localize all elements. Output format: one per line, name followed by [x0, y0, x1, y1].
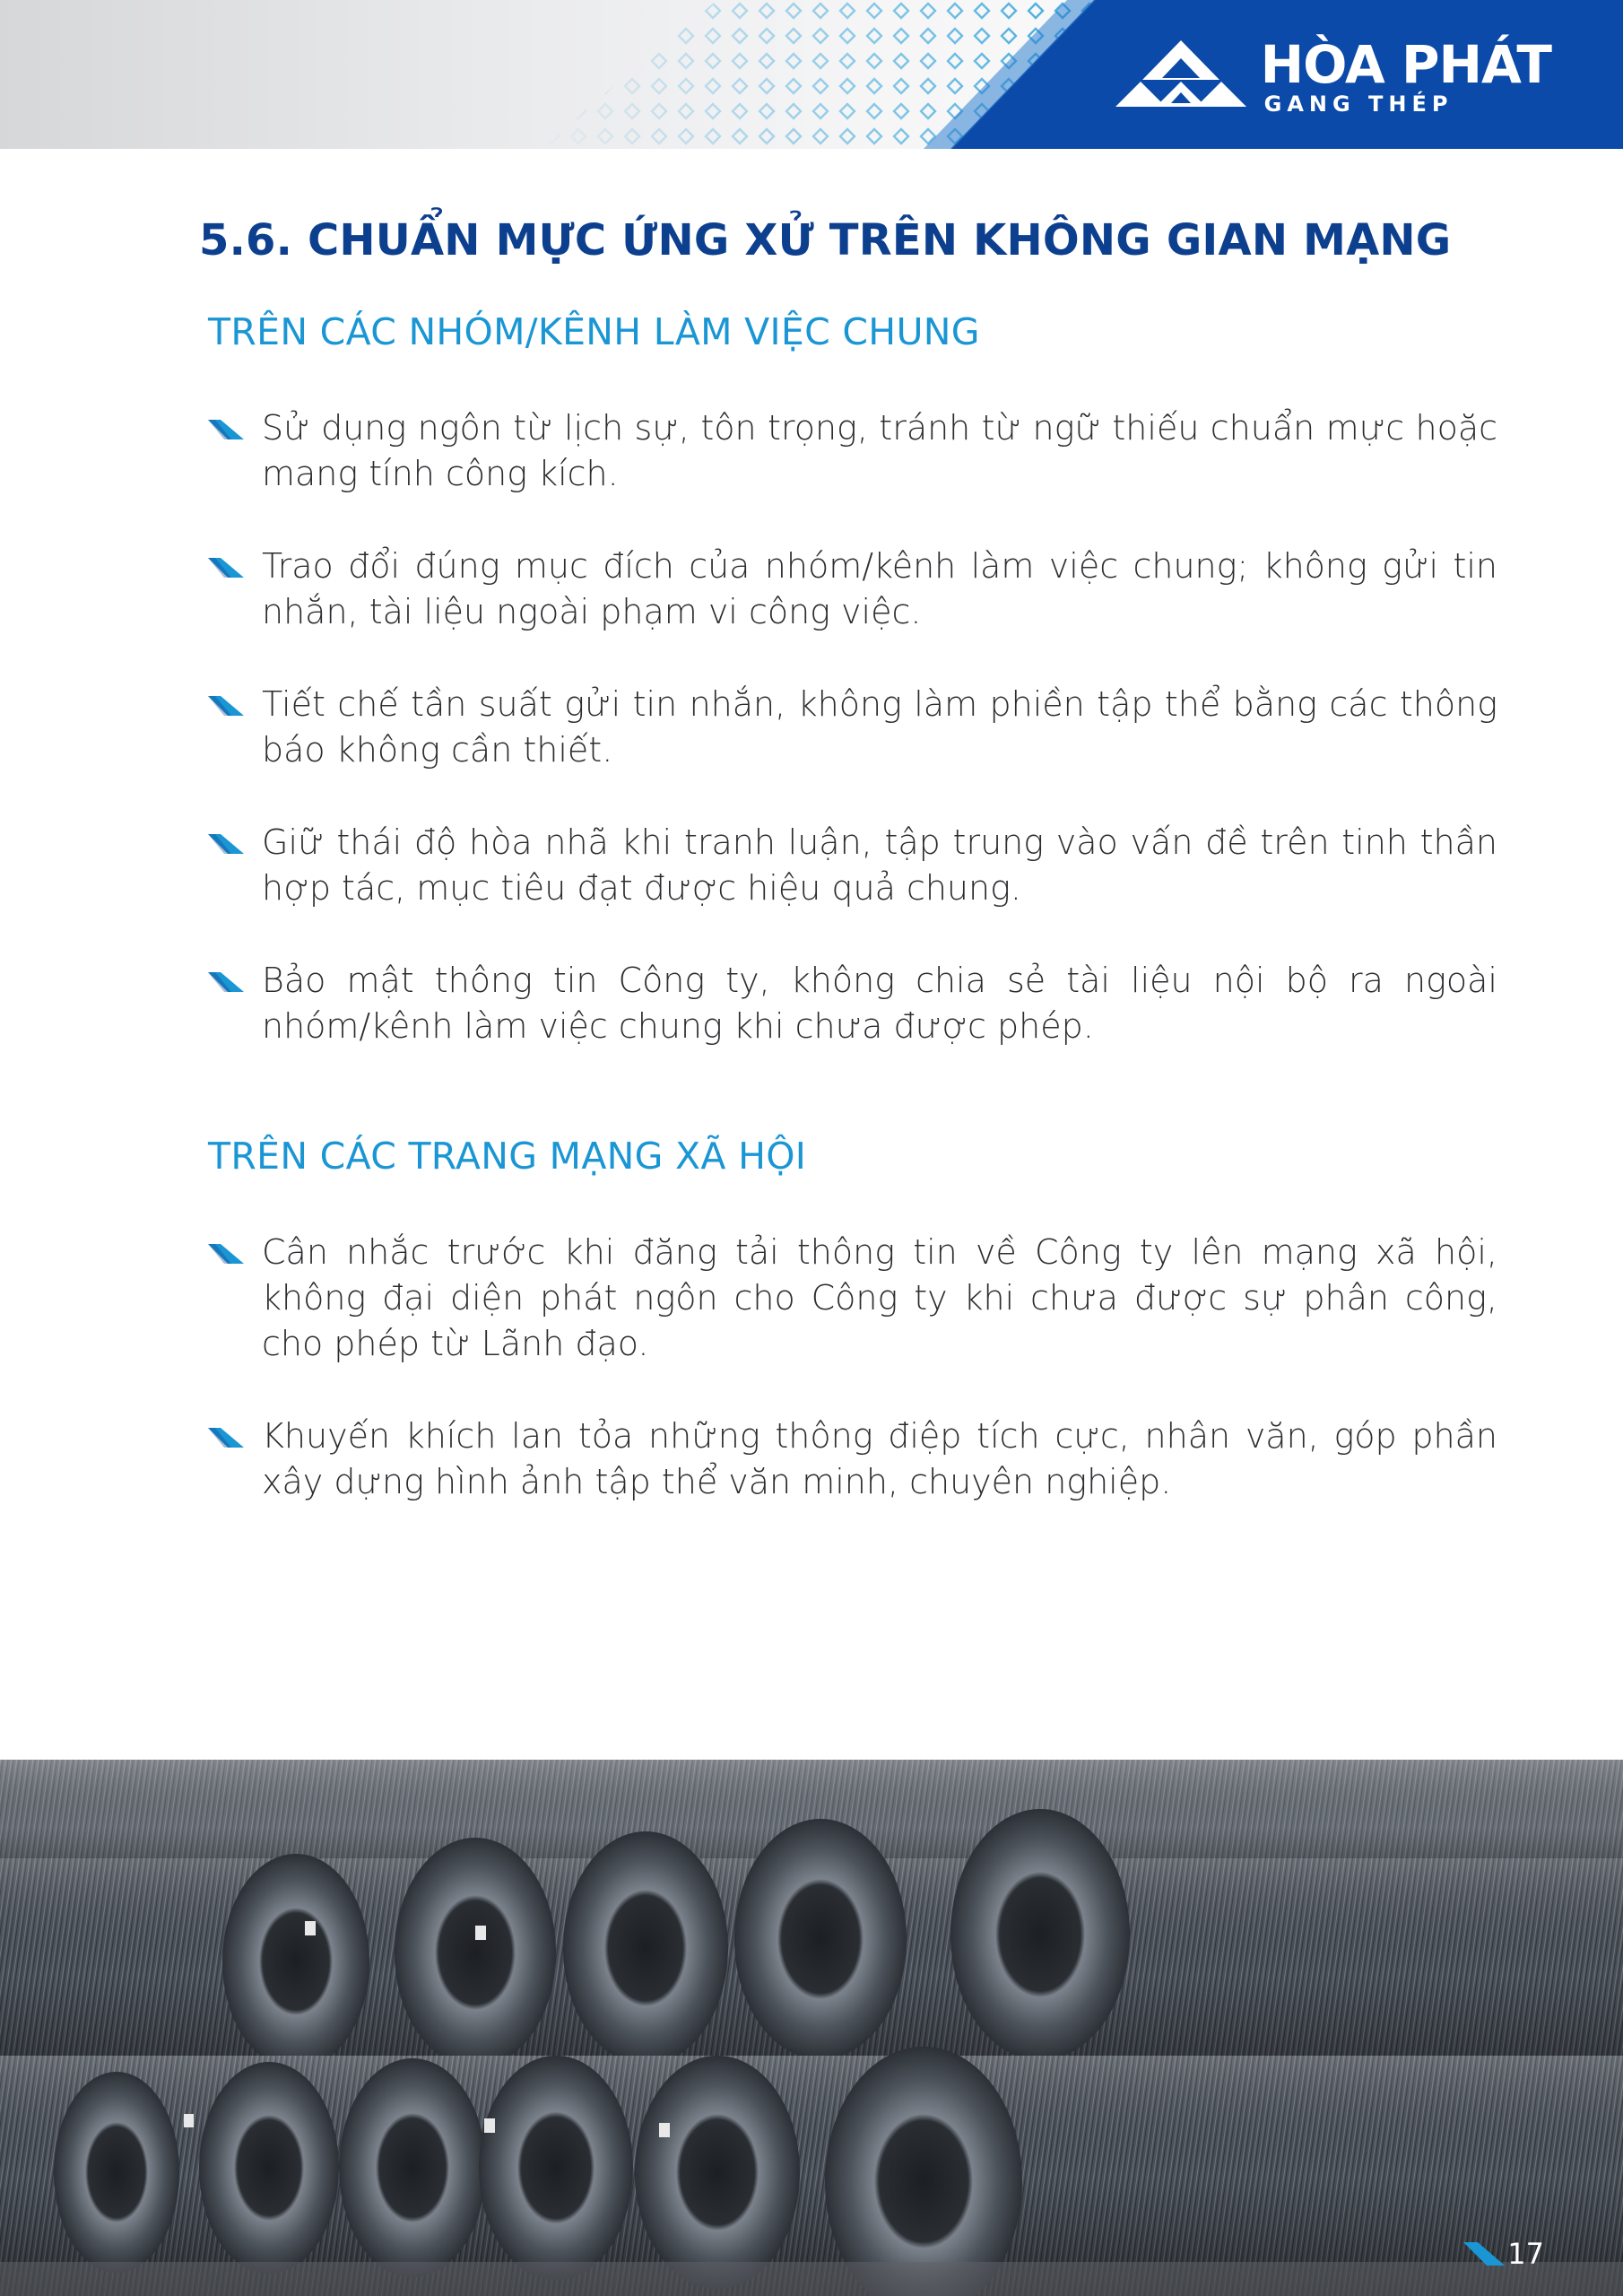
page-title: 5.6. CHUẨN MỰC ỨNG XỬ TRÊN KHÔNG GIAN MẠNG	[199, 215, 1452, 265]
list-item: Tiết chế tần suất gửi tin nhắn, không làm phiền tập thể bằng các thông báo không cần thiết.	[208, 682, 1497, 773]
list-item: Bảo mật thông tin Công ty, không chia sẻ tài liệu nội bộ ra ngoài nhóm/kênh làm việc chung khi chưa được phép.	[208, 958, 1497, 1049]
list-item: Khuyến khích lan tỏa những thông điệp tích cực, nhân văn, góp phần xây dựng hình ảnh tập thể văn minh, chuyên nghiệp.	[208, 1413, 1497, 1505]
list-item: Sử dụng ngôn từ lịch sự, tôn trọng, tránh từ ngữ thiếu chuẩn mực hoặc mang tính công kích.	[208, 405, 1497, 497]
blue-slash-bullet-icon	[208, 558, 244, 578]
work-groups-list	[208, 405, 1497, 1096]
triangle-logo-mark-icon	[1114, 37, 1248, 117]
list-item: Cân nhắc trước khi đăng tải thông tin về Công ty lên mạng xã hội, không đại diện phát ngôn cho Công ty khi chưa được sự phân công, cho phép từ Lãnh đạo.	[208, 1230, 1497, 1367]
brand-tagline: GANG THÉP	[1263, 91, 1454, 117]
hoa-phat-logo	[1114, 34, 1551, 120]
steel-wire-coils-photo	[0, 1760, 1623, 2296]
list-item: Trao đổi đúng mục đích của nhóm/kênh làm việc chung; không gửi tin nhắn, tài liệu ngoài phạm vi công việc.	[208, 544, 1497, 635]
section-heading-social-networks: TRÊN CÁC TRANG MẠNG XÃ HỘI	[208, 1135, 807, 1178]
blue-slash-bullet-icon	[208, 972, 244, 992]
blue-slash-bullet-icon	[208, 1428, 244, 1448]
brand-name: HÒA PHÁT	[1260, 34, 1551, 95]
blue-slash-bullet-icon	[208, 1244, 244, 1264]
social-networks-list	[208, 1230, 1497, 1552]
blue-slash-bullet-icon	[208, 834, 244, 854]
list-item: Giữ thái độ hòa nhã khi tranh luận, tập trung vào vấn đề trên tinh thần hợp tác, mục tiêu đạt được hiệu quả chung.	[208, 820, 1497, 911]
header-band	[0, 0, 1623, 149]
page-number-marker-icon	[1463, 2242, 1505, 2266]
blue-slash-bullet-icon	[208, 696, 244, 716]
page-number: 17	[1507, 2237, 1544, 2271]
blue-slash-bullet-icon	[208, 420, 244, 439]
section-heading-work-groups: TRÊN CÁC NHÓM/KÊNH LÀM VIỆC CHUNG	[208, 310, 980, 353]
